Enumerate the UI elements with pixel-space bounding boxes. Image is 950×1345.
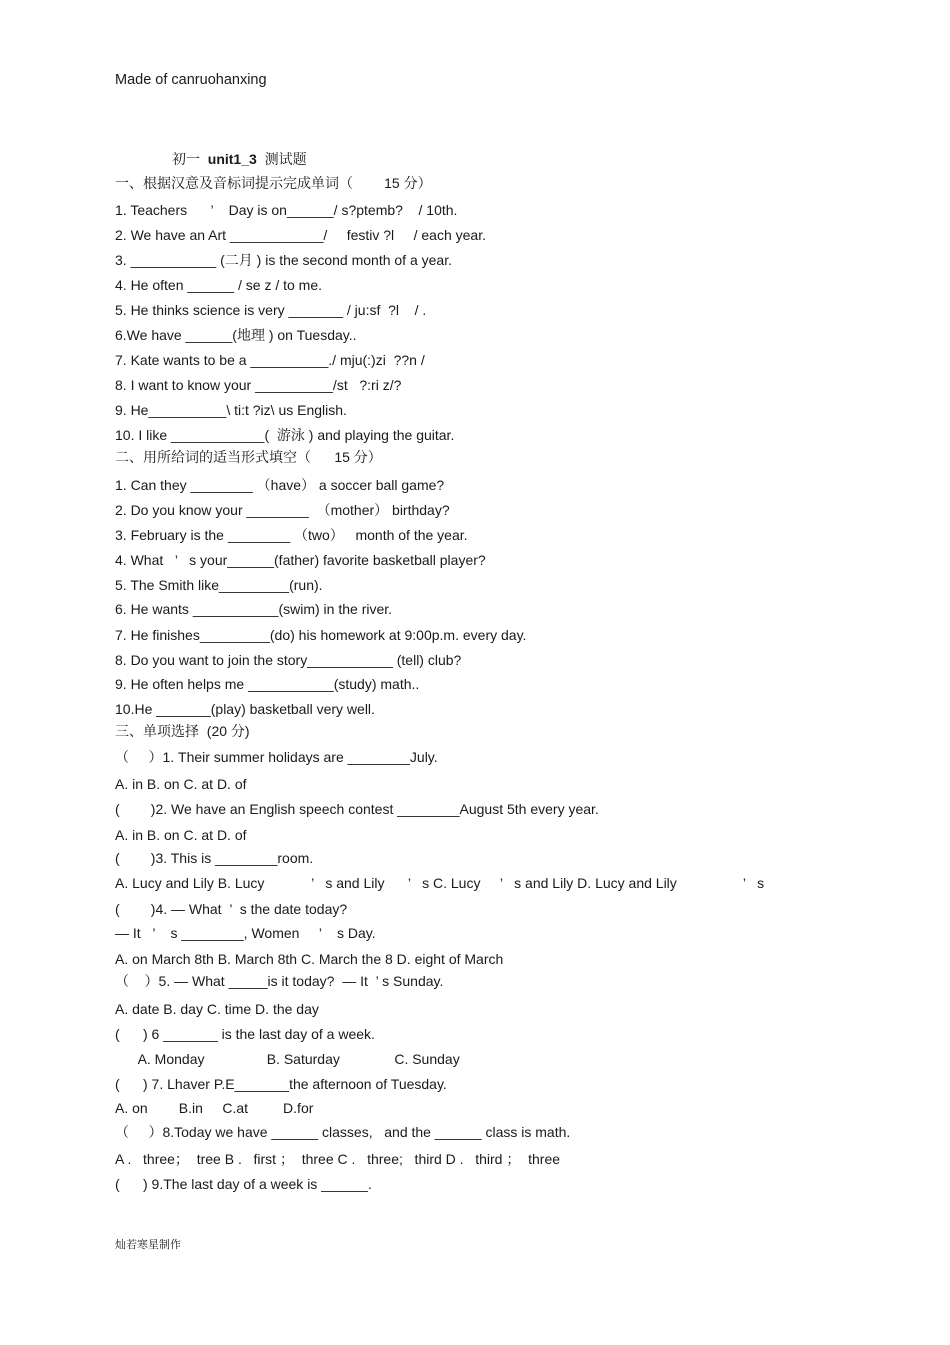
header-note: Made of canruohanxing [115, 72, 267, 88]
s3-line-4: A. in B. on C. at D. of [115, 827, 247, 843]
s1-item-4: 4. He often ______ / se z / to me. [115, 277, 323, 293]
s1-item-3: 3. ___________ (二月 ) is the second month of a year. [115, 252, 452, 268]
s2-item-1: 1. Can they ________ （have） a soccer ball game? [115, 477, 445, 493]
s1-item-8: 8. I want to know your __________/st ?:ri z/? [115, 377, 402, 393]
s2-item-2: 2. Do you know your ________ （mother） birthday? [115, 502, 450, 518]
s1-item-10: 10. I like ____________( 游泳 ) and playing the guitar. [115, 427, 455, 443]
s1-item-6: 6.We have ______(地理 ) on Tuesday.. [115, 327, 357, 343]
s3-line-15: A. on B.in C.at D.for [115, 1100, 314, 1116]
s3-line-8: — It ’ s ________, Women ’ s Day. [115, 925, 376, 941]
s3-line-12: ( ) 6 _______ is the last day of a week. [115, 1026, 375, 1042]
title-unit: unit1_3 [207, 151, 257, 167]
s3-line-1: （ ）1. Their summer holidays are ________July. [115, 749, 438, 765]
s2-item-4: 4. What ’ s your______(father) favorite basketball player? [115, 552, 486, 568]
s1-item-1: 1. Teachers ’ Day is on______/ s?ptemb? / 10th. [115, 202, 458, 218]
s3-line-3: ( )2. We have an English speech contest ________August 5th every year. [115, 801, 599, 817]
s2-item-6: 6. He wants ___________(swim) in the river. [115, 601, 393, 617]
s3-line-16: （ ）8.Today we have ______ classes, and the ______ class is math. [115, 1124, 571, 1140]
s3-line-9: A. on March 8th B. March 8th C. March the 8 D. eight of March [115, 951, 504, 967]
footer-note: 灿若寒星制作 [115, 1238, 181, 1251]
section3-heading: 三、单项选择 (20 分) [115, 723, 250, 739]
s2-item-7: 7. He finishes_________(do) his homework at 9:00p.m. every day. [115, 627, 527, 643]
section1-heading: 一、根据汉意及音标词提示完成单词（ 15 分） [115, 175, 432, 191]
s3-line-6: A. Lucy and Lily B. Lucy ’ s and Lily ’ s C. Lucy ’ s and Lily D. Lucy and Lily ’ s [115, 875, 765, 891]
s3-line-5: ( )3. This is ________room. [115, 850, 314, 866]
title-suffix: 测试题 [264, 151, 307, 167]
s2-item-10: 10.He _______(play) basketball very well. [115, 701, 375, 717]
s1-item-9: 9. He__________\ ti:t ?iz\ us English. [115, 402, 347, 418]
s3-line-13: A. Monday B. Saturday C. Sunday [115, 1051, 460, 1067]
page-title [172, 149, 307, 169]
s2-item-9: 9. He often helps me ___________(study) math.. [115, 676, 420, 692]
s3-line-10: （ ）5. — What _____is it today? — It ’ s Sunday. [115, 973, 444, 989]
s3-line-14: ( ) 7. Lhaver P.E_______the afternoon of Tuesday. [115, 1076, 447, 1092]
s2-item-5: 5. The Smith like_________(run). [115, 577, 323, 593]
s3-line-2: A. in B. on C. at D. of [115, 776, 247, 792]
s2-item-8: 8. Do you want to join the story___________ (tell) club? [115, 652, 462, 668]
s1-item-7: 7. Kate wants to be a __________./ mju(:)zi ??n / [115, 352, 425, 368]
section2-heading: 二、用所给词的适当形式填空（ 15 分） [115, 449, 382, 465]
s3-line-11: A. date B. day C. time D. the day [115, 1001, 319, 1017]
s1-item-5: 5. He thinks science is very _______ / ju:sf ?l / . [115, 302, 427, 318]
s3-line-18: ( ) 9.The last day of a week is ______. [115, 1176, 372, 1192]
s2-item-3: 3. February is the ________ （two） month of the year. [115, 527, 468, 543]
title-prefix: 初一 [172, 151, 200, 167]
s1-item-2: 2. We have an Art ____________/ festiv ?l / each year. [115, 227, 486, 243]
s3-line-17: A . three； tree B . first ； three C . three; third D . third ； three [115, 1151, 561, 1167]
s3-line-7: ( )4. — What ’ s the date today? [115, 901, 348, 917]
